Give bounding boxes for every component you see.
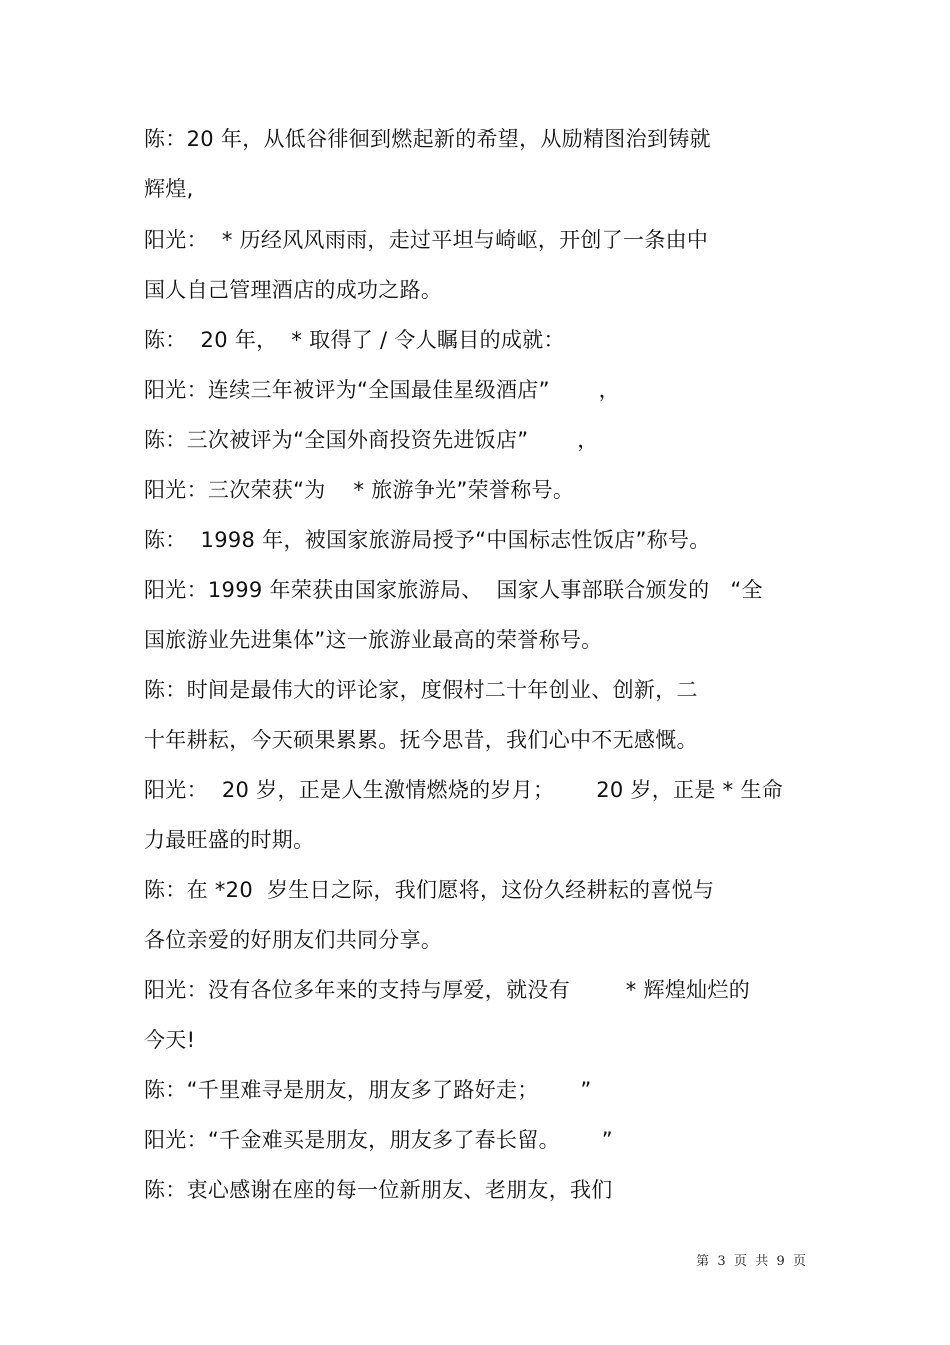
text-line: 陈：时间是最伟大的评论家，度假村二十年创业、创新，二: [144, 678, 698, 702]
text-line: 各位亲爱的好朋友们共同分享。: [144, 928, 443, 952]
text-line: 阳光：1999 年荣获由国家旅游局、 国家人事部联合颁发的 “全: [144, 578, 763, 602]
text-line: 阳光： 20 岁，正是人生激情燃烧的岁月； 20 岁，正是 * 生命: [144, 778, 784, 802]
text-line: 陈：20 年，从低谷徘徊到燃起新的希望，从励精图治到铸就: [144, 127, 711, 151]
text-line: 十年耕耘，今天硕果累累。抚今思昔，我们心中不无感慨。: [144, 728, 698, 752]
text-line: 阳光：“千金难买是朋友，朋友多了春长留。 ”: [144, 1128, 613, 1152]
text-line: 陈： 1998 年，被国家旅游局授予“中国标志性饭店”称号。: [144, 528, 711, 552]
text-line: 力最旺盛的时期。: [144, 828, 315, 852]
text-line: 阳光：没有各位多年来的支持与厚爱，就没有 * 辉煌灿烂的: [144, 978, 751, 1002]
page-footer: 第 3 页 共 9 页: [696, 1254, 806, 1269]
text-line: 陈：“千里难寻是朋友，朋友多了路好走； ”: [144, 1078, 592, 1102]
text-line: 陈：衷心感谢在座的每一位新朋友、老朋友，我们: [144, 1178, 613, 1202]
text-line: 陈：三次被评为“全国外商投资先进饭店” ，: [144, 428, 599, 452]
text-line: 今天!: [144, 1028, 196, 1052]
text-line: 国旅游业先进集体”这一旅游业最高的荣誉称号。: [144, 628, 603, 652]
text-line: 阳光：三次荣获“为 * 旅游争光”荣誉称号。: [144, 478, 575, 502]
text-line: 阳光： * 历经风风雨雨，走过平坦与崎岖，开创了一条由中: [144, 228, 709, 252]
text-line: 陈：在 *20 岁生日之际，我们愿将，这份久经耕耘的喜悦与: [144, 878, 715, 902]
text-line: 辉煌,: [144, 177, 194, 201]
text-line: 阳光：连续三年被评为“全国最佳星级酒店” ，: [144, 378, 620, 402]
text-line: 国人自己管理酒店的成功之路。: [144, 278, 443, 302]
text-line: 陈： 20 年， * 取得了 / 令人瞩目的成就：: [144, 328, 565, 352]
